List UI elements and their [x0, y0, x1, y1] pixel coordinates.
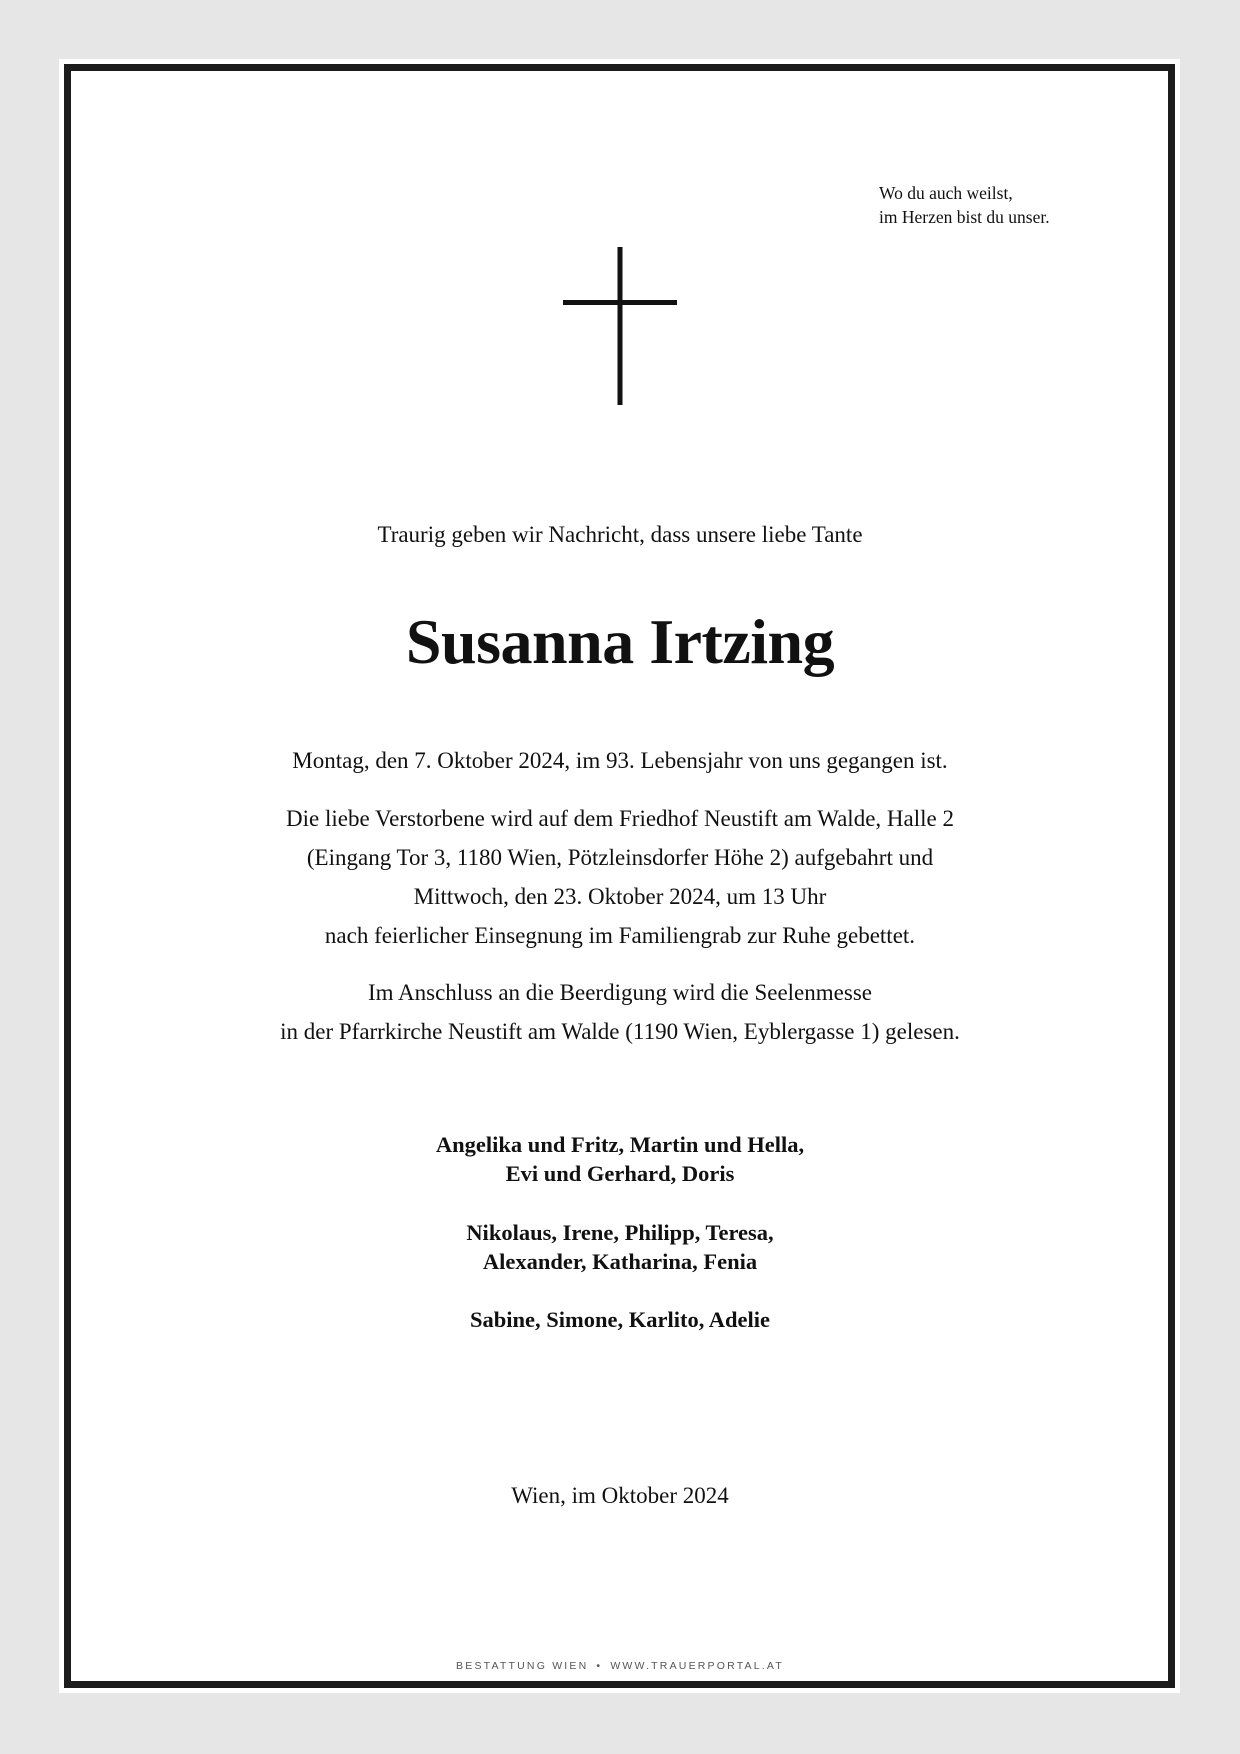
- mourner-group: [0, 1130, 1240, 1188]
- mourner-line: Sabine, Simone, Karlito, Adelie: [469, 1307, 770, 1332]
- footer-website-link[interactable]: WWW.TRAUERPORTAL.AT: [610, 1660, 784, 1672]
- text-line: Montag, den 7. Oktober 2024, im 93. Lebensjahr von uns gegangen ist.: [292, 748, 948, 773]
- footer-credit: [0, 1659, 1240, 1673]
- text-line: nach feierlicher Einsegnung im Familiengrab zur Ruhe gebettet.: [324, 923, 916, 948]
- mass-details: [0, 973, 1240, 1051]
- footer-separator: •: [596, 1660, 603, 1672]
- place-and-date: Wien, im Oktober 2024: [511, 1483, 729, 1508]
- mourner-line: Evi und Gerhard, Doris: [505, 1161, 735, 1186]
- text-line: Die liebe Verstorbene wird auf dem Friedhof Neustift am Walde, Halle 2: [286, 806, 954, 831]
- mourner-line: Nikolaus, Irene, Philipp, Teresa,: [466, 1220, 774, 1245]
- motto-quote: [879, 181, 1050, 229]
- text-line: in der Pfarrkirche Neustift am Walde (1190 Wien, Eyblergasse 1) gelesen.: [280, 1019, 960, 1044]
- death-announcement: [0, 741, 1240, 780]
- mourner-line: Alexander, Katharina, Fenia: [482, 1249, 758, 1274]
- mourner-group: [0, 1218, 1240, 1276]
- funeral-details: [0, 799, 1240, 955]
- intro-text: Traurig geben wir Nachricht, dass unsere liebe Tante: [377, 522, 863, 547]
- cross-icon: [563, 247, 677, 405]
- mourner-line: Angelika und Fritz, Martin und Hella,: [435, 1132, 805, 1157]
- deceased-name: Susanna Irtzing: [405, 606, 835, 677]
- text-line: Im Anschluss an die Beerdigung wird die Seelenmesse: [368, 980, 872, 1005]
- mourner-group: [0, 1305, 1240, 1334]
- footer-company: BESTATTUNG WIEN: [456, 1660, 589, 1672]
- text-line: Mittwoch, den 23. Oktober 2024, um 13 Uhr: [413, 884, 827, 909]
- motto-line: Wo du auch weilst,: [879, 183, 1013, 203]
- text-line: (Eingang Tor 3, 1180 Wien, Pötzleinsdorfer Höhe 2) aufgebahrt und: [306, 845, 934, 870]
- motto-line: im Herzen bist du unser.: [879, 207, 1050, 227]
